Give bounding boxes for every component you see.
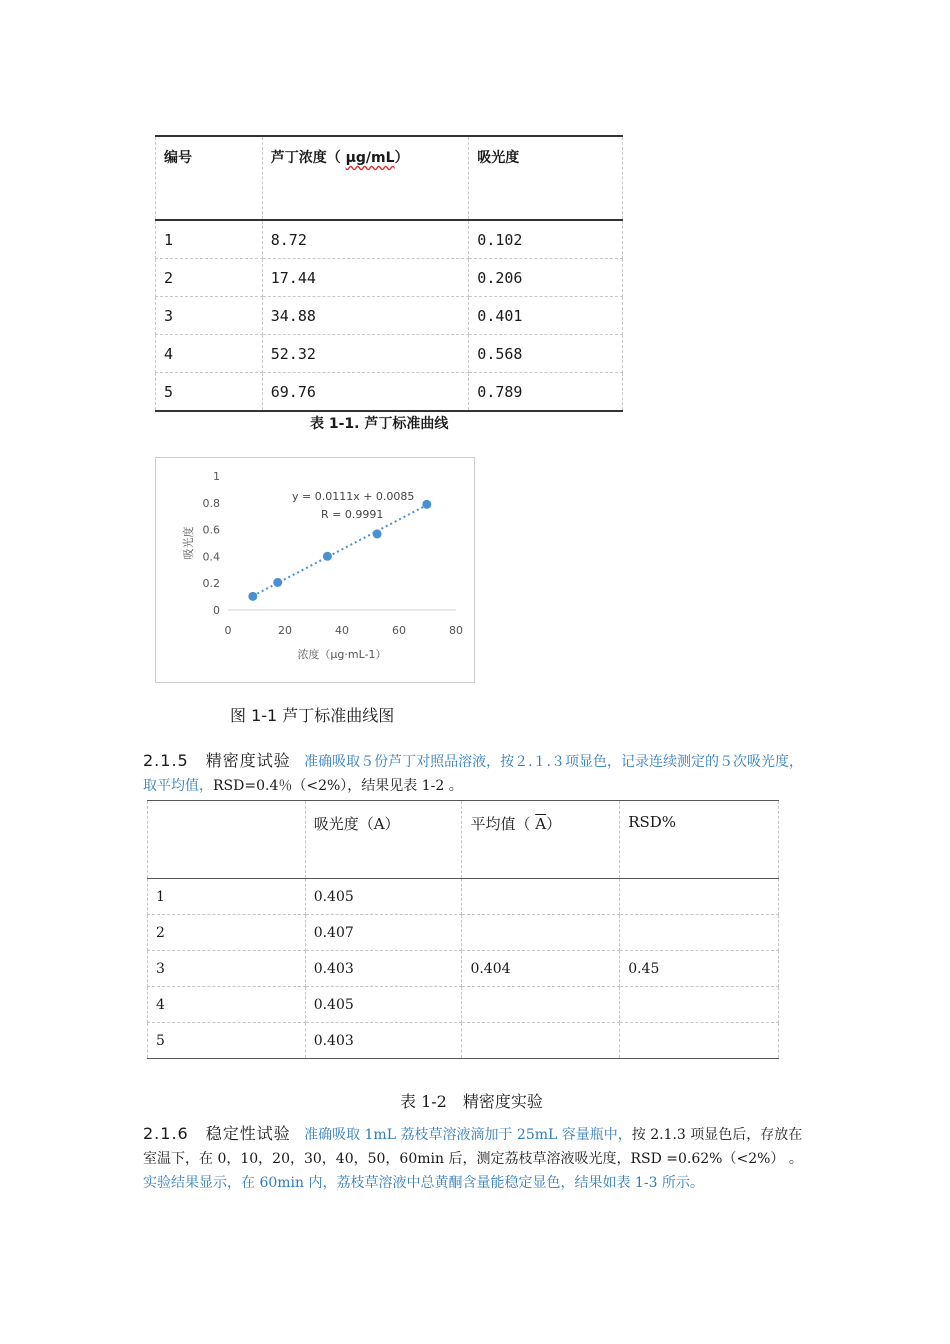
standard-curve-chart (155, 457, 475, 683)
table-row (156, 297, 623, 335)
table-row (156, 259, 623, 297)
cell-rsd: 0.45 (620, 951, 779, 987)
cell-number: 4 (156, 335, 263, 373)
table-row (148, 879, 779, 915)
cell-index: 2 (148, 915, 306, 951)
section-text-blue: 准确吸取 1mL 荔枝草溶液滴加于 25mL 容量瓶中， (304, 1127, 632, 1143)
header-mean-label: 平均值（ (470, 815, 536, 833)
cell-rsd (620, 879, 779, 915)
cell-absorbance: 0.568 (469, 335, 623, 373)
precision-table (147, 800, 779, 1059)
header-absorbance: 吸光度 (469, 136, 623, 220)
cell-absorbance: 0.403 (305, 1023, 462, 1059)
header-conc-close: ） (394, 150, 409, 166)
data-point (422, 500, 431, 509)
header-concentration (262, 136, 469, 220)
cell-concentration: 52.32 (262, 335, 469, 373)
data-point (323, 552, 332, 561)
table-row (148, 987, 779, 1023)
x-tick-label: 80 (449, 624, 463, 637)
cell-concentration: 17.44 (262, 259, 469, 297)
cell-mean (462, 1023, 620, 1059)
data-point (273, 578, 282, 587)
trend-equation: y = 0.0111x + 0.0085 (292, 490, 415, 503)
header-absorbance: 吸光度（A） (305, 801, 462, 879)
cell-rsd (620, 915, 779, 951)
cell-absorbance: 0.789 (469, 373, 623, 412)
y-tick-label: 0 (213, 604, 220, 617)
table-row (156, 373, 623, 412)
cell-number: 3 (156, 297, 263, 335)
cell-mean: 0.404 (462, 951, 620, 987)
header-conc-unit: μg/mL (345, 150, 395, 166)
header-empty (148, 801, 306, 879)
section-heading: 2.1.6 稳定性试验 (143, 1124, 291, 1143)
cell-absorbance: 0.206 (469, 259, 623, 297)
table1-caption: 表 1-1. 芦丁标准曲线 (310, 416, 449, 432)
cell-concentration: 8.72 (262, 220, 469, 259)
x-tick-label: 20 (278, 624, 292, 637)
table-row (156, 335, 623, 373)
figure-caption: 图 1-1 芦丁标准曲线图 (230, 706, 395, 725)
y-tick-label: 0.8 (202, 496, 220, 510)
chart-svg (156, 458, 474, 682)
x-tick-label: 40 (335, 624, 349, 637)
table-row (148, 951, 779, 987)
section-heading: 2.1.5 精密度试验 (143, 751, 291, 770)
header-mean-symbol: $\overline{A}$ (535, 815, 547, 833)
cell-number: 5 (156, 373, 263, 412)
header-mean (462, 801, 620, 879)
r-value: R = 0.9991 (321, 508, 384, 521)
cell-absorbance: 0.102 (469, 220, 623, 259)
x-tick-label: 0 (224, 624, 232, 637)
cell-absorbance: 0.405 (305, 987, 462, 1023)
section-2-1-5 (143, 749, 808, 798)
cell-index: 3 (148, 951, 306, 987)
header-number: 编号 (156, 136, 263, 220)
section-text-blue-2: 实验结果显示，在 60min 内，荔枝草溶液中总黄酮含量能稳定显色，结果如表 1-3 所示。 (143, 1175, 704, 1191)
cell-mean (462, 879, 620, 915)
header-conc-label: 芦丁浓度（ (270, 150, 346, 166)
cell-absorbance: 0.405 (305, 879, 462, 915)
table-header-row (148, 801, 779, 879)
table-row (156, 220, 623, 259)
cell-rsd (620, 1023, 779, 1059)
cell-rsd (620, 987, 779, 1023)
cell-mean (462, 987, 620, 1023)
section-2-1-6 (143, 1122, 808, 1195)
cell-index: 1 (148, 879, 306, 915)
cell-concentration: 69.76 (262, 373, 469, 412)
standard-curve-table (155, 135, 623, 412)
y-tick-label: 0.2 (202, 577, 220, 591)
data-point (248, 592, 257, 601)
y-tick-label: 1 (213, 470, 220, 483)
section-text: RSD=0.4％（<2%），结果见表 1-2 。 (213, 778, 463, 794)
cell-mean (462, 915, 620, 951)
section-text-blue: 准确吸取５份芦丁对照品溶液，按２.１.３项显色，记录连续测定的５次吸光度，取平均值， (143, 754, 803, 794)
cell-absorbance: 0.407 (305, 915, 462, 951)
table-row (148, 1023, 779, 1059)
cell-index: 4 (148, 987, 306, 1023)
x-tick-label: 60 (392, 624, 406, 637)
table2-caption: 表 1-2 精密度实验 (400, 1092, 543, 1111)
cell-concentration: 34.88 (262, 297, 469, 335)
table-header-row (156, 136, 623, 220)
y-tick-label: 0.6 (202, 523, 220, 537)
cell-absorbance: 0.401 (469, 297, 623, 335)
header-mean-close: ） (546, 815, 562, 833)
y-tick-label: 0.4 (202, 550, 220, 564)
table-row (148, 915, 779, 951)
data-point (373, 529, 382, 538)
cell-index: 5 (148, 1023, 306, 1059)
header-rsd: RSD% (620, 801, 779, 879)
cell-absorbance: 0.403 (305, 951, 462, 987)
cell-number: 1 (156, 220, 263, 259)
y-axis-label: 吸光度 (182, 526, 195, 560)
x-axis-label: 浓度（μg·mL-1） (297, 648, 387, 661)
cell-number: 2 (156, 259, 263, 297)
section-text: 按 2.1.3 项显色后，存放在室温下，在 0，10，20，30，40，50，60min 后，测定荔枝草溶液吸光度，RSD =0.62%（<2%） 。 (143, 1127, 803, 1167)
